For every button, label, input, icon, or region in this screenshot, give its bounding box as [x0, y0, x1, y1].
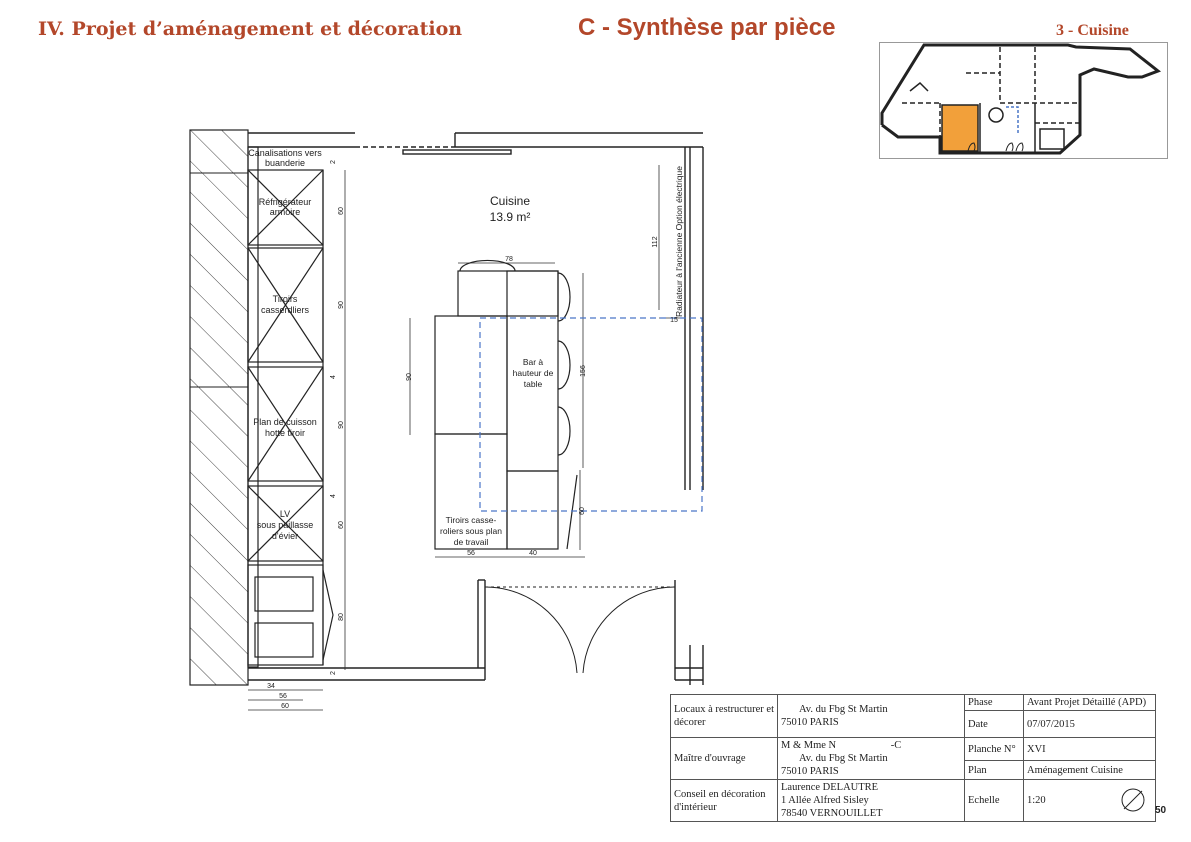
dim-4-a: 4	[330, 375, 337, 379]
phase-label: Phase	[965, 695, 1024, 711]
plan-label: Plan	[965, 761, 1024, 780]
date-value: 07/07/2015	[1024, 711, 1156, 738]
title-block	[670, 694, 1156, 822]
designer-label: Conseil en décoration d'intérieur	[671, 780, 778, 822]
designer-line-1: Laurence DELAUTRE	[781, 782, 879, 793]
sink-label-3: d'évier	[271, 531, 299, 541]
canalisations-label-1: Canalisations vers	[248, 148, 322, 158]
section-title: IV. Projet d’aménagement et décoration	[38, 18, 463, 40]
owner-suffix: -C	[890, 740, 902, 751]
drawers-label-2: casserdliers	[260, 305, 310, 315]
dim-56-island: 56	[467, 550, 475, 557]
canalisations-label-2: buanderie	[264, 158, 306, 168]
scale-value: 1:20	[1027, 795, 1046, 806]
kitchen-highlight	[942, 105, 978, 151]
designer-line-3: 78540 VERNOUILLET	[781, 808, 883, 819]
dim-90-cooktop: 90	[338, 421, 345, 429]
dim-60-island: 60	[579, 507, 586, 515]
dim-60-col: 60	[281, 703, 289, 710]
island-drawers-label-2: roliers sous plan	[440, 526, 502, 536]
cooktop-label-1: Plan de cuisson	[253, 417, 317, 427]
north-arrow-icon	[1119, 786, 1147, 814]
phase-value: Avant Projet Détaillé (APD)	[1024, 695, 1156, 711]
key-plan-drawing	[880, 43, 1167, 158]
sink-label-2: sous paillasse	[256, 520, 314, 530]
room-area: 13.9 m²	[489, 210, 531, 224]
date-label: Date	[965, 711, 1024, 738]
island-drawers-label-1: Tiroirs casse-	[445, 515, 497, 525]
bar-label-3: table	[523, 379, 543, 389]
dim-78: 78	[505, 256, 513, 263]
dim-2-b: 2	[330, 671, 337, 675]
dim-40: 40	[529, 550, 537, 557]
owner-info	[778, 738, 965, 780]
project-address	[778, 695, 965, 738]
fridge-label-2: armoire	[269, 207, 301, 217]
designer-line-2: 1 Allée Alfred Sisley	[781, 795, 869, 806]
island-drawers-label-3: de travail	[453, 537, 489, 547]
dim-15: 15	[670, 317, 678, 324]
subsection-title: C - Synthèse par pièce	[578, 14, 836, 41]
dim-80: 80	[338, 613, 345, 621]
dim-2-a: 2	[330, 160, 337, 164]
cooktop-label-2: hotte tiroir	[264, 428, 306, 438]
dashed-zone	[480, 318, 702, 511]
project-address-line-2: 75010 PARIS	[781, 717, 839, 728]
project-label: Locaux à restructurer et décorer	[671, 695, 778, 738]
key-plan	[879, 42, 1168, 159]
sink-label-1: LV	[279, 509, 291, 519]
sheet-label: Planche N°	[965, 738, 1024, 761]
dim-90-island: 90	[406, 373, 413, 381]
fridge-label-1: Réfrigérateur	[258, 197, 312, 207]
island	[435, 260, 577, 549]
scale-label: Echelle	[965, 780, 1024, 822]
project-address-line-1: Av. du Fbg St Martin	[799, 704, 888, 715]
dim-60-sink: 60	[338, 521, 345, 529]
plan-value: Aménagement Cuisine	[1024, 761, 1156, 780]
kitchen-plan-drawing	[185, 125, 710, 715]
designer-info	[778, 780, 965, 822]
owner-address-line-2: 75010 PARIS	[781, 766, 839, 777]
page-number: 50	[1155, 805, 1167, 816]
dim-156: 156	[580, 365, 587, 377]
left-wall	[190, 130, 248, 685]
kitchen-plan	[185, 125, 710, 715]
radiator-label: Radiateur à l'ancienne Option électrique	[674, 166, 684, 317]
dim-90-drawers: 90	[338, 301, 345, 309]
sheet-value: XVI	[1024, 738, 1156, 761]
dim-34: 34	[267, 683, 275, 690]
dim-60-fridge: 60	[338, 207, 345, 215]
dim-4-b: 4	[330, 494, 337, 498]
dim-56-col: 56	[279, 693, 287, 700]
room-title: 3 - Cuisine	[1056, 22, 1129, 39]
owner-label: Maître d'ouvrage	[671, 738, 778, 780]
scale-cell	[1024, 780, 1156, 822]
right-wall	[685, 147, 703, 685]
owner-address-line-1: Av. du Fbg St Martin	[799, 753, 888, 764]
dim-112: 112	[652, 236, 659, 248]
cabinet-column	[248, 147, 333, 667]
double-door	[485, 587, 675, 673]
room-name: Cuisine	[489, 194, 531, 208]
owner-name: M & Mme N	[781, 740, 837, 751]
drawers-label-1: Tiroirs	[272, 294, 298, 304]
bar-label-1: Bar à	[522, 357, 544, 367]
bar-label-2: hauteur de	[512, 368, 554, 378]
